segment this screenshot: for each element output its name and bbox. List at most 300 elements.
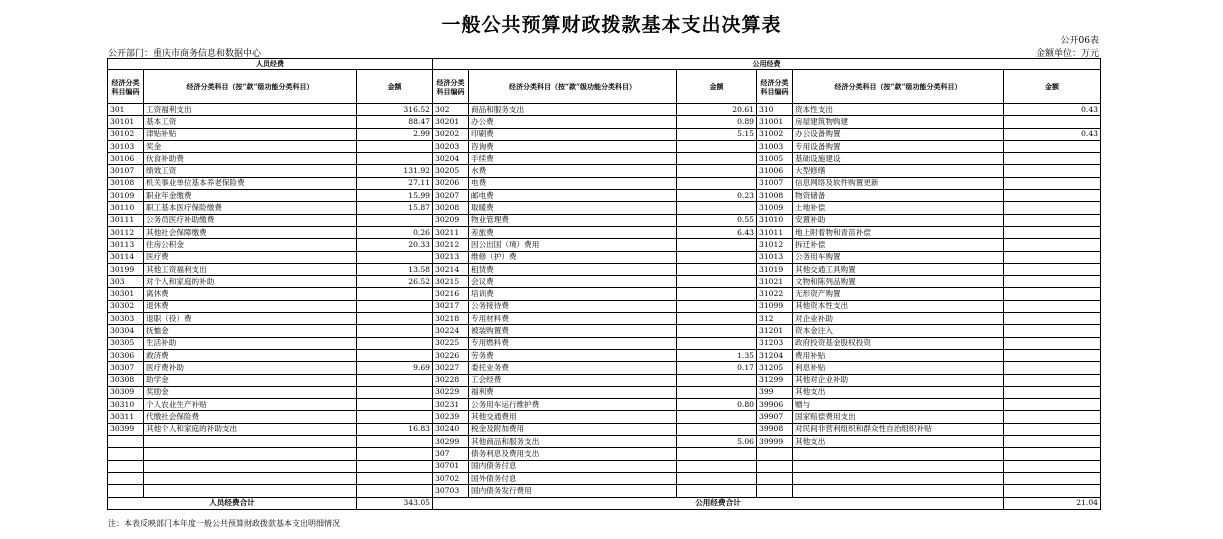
public-mid-code-cell: 30206 bbox=[433, 177, 469, 189]
public-right-name-cell: 文物和陈列品购置 bbox=[793, 276, 1004, 288]
public-mid-code-cell: 30202 bbox=[433, 128, 469, 140]
public-mid-code-cell: 30211 bbox=[433, 226, 469, 238]
column-header-code: 经济分类科目编码 bbox=[433, 70, 469, 104]
table-row bbox=[108, 399, 1101, 411]
public-mid-code-cell: 302 bbox=[433, 104, 469, 116]
public-mid-code-cell: 30201 bbox=[433, 116, 469, 128]
public-right-name-cell: 其他交通工具购置 bbox=[793, 263, 1004, 275]
public-right-name-cell bbox=[793, 485, 1004, 497]
personnel-code-cell: 30114 bbox=[108, 251, 144, 263]
column-header-amount: 金额 bbox=[357, 70, 433, 104]
personnel-amount-cell: 15.87 bbox=[357, 202, 433, 214]
public-mid-code-cell: 30217 bbox=[433, 300, 469, 312]
personnel-amount-cell bbox=[357, 472, 433, 484]
public-mid-code-cell: 30204 bbox=[433, 153, 469, 165]
table-row bbox=[108, 288, 1101, 300]
public-right-code-cell: 39906 bbox=[757, 399, 793, 411]
public-right-name-cell: 对企业补助 bbox=[793, 313, 1004, 325]
table-row bbox=[108, 325, 1101, 337]
personnel-amount-cell: 15.99 bbox=[357, 190, 433, 202]
public-total-label: 公用经费合计 bbox=[433, 497, 1004, 509]
table-row bbox=[108, 300, 1101, 312]
public-mid-name-cell: 其他交通费用 bbox=[469, 411, 677, 423]
public-right-amount-cell bbox=[1004, 226, 1101, 238]
public-right-amount-cell bbox=[1004, 386, 1101, 398]
personnel-amount-cell: 13.58 bbox=[357, 263, 433, 275]
public-right-amount-cell bbox=[1004, 436, 1101, 448]
public-mid-code-cell: 30225 bbox=[433, 337, 469, 349]
public-mid-name-cell: 国内债务付息 bbox=[469, 460, 677, 472]
personnel-amount-cell: 27.11 bbox=[357, 177, 433, 189]
table-row bbox=[108, 239, 1101, 251]
public-right-amount-cell bbox=[1004, 313, 1101, 325]
public-right-amount-cell bbox=[1004, 288, 1101, 300]
table-row bbox=[108, 128, 1101, 140]
table-row bbox=[108, 423, 1101, 435]
public-mid-code-cell: 30227 bbox=[433, 362, 469, 374]
table-row bbox=[108, 349, 1101, 361]
personnel-amount-cell: 131.92 bbox=[357, 165, 433, 177]
public-mid-name-cell: 培训费 bbox=[469, 288, 677, 300]
personnel-name-cell: 其他工资福利支出 bbox=[144, 263, 357, 275]
totals-row bbox=[108, 497, 1101, 509]
table-row bbox=[108, 485, 1101, 497]
expenditure-table bbox=[107, 58, 1101, 510]
public-right-code-cell: 39908 bbox=[757, 423, 793, 435]
public-mid-code-cell: 30212 bbox=[433, 239, 469, 251]
public-mid-name-cell: 劳务费 bbox=[469, 349, 677, 361]
public-right-code-cell: 31205 bbox=[757, 362, 793, 374]
public-mid-amount-cell bbox=[677, 325, 757, 337]
public-right-code-cell: 31013 bbox=[757, 251, 793, 263]
table-row bbox=[108, 104, 1101, 116]
public-right-amount-cell bbox=[1004, 276, 1101, 288]
personnel-amount-cell: 9.69 bbox=[357, 362, 433, 374]
personnel-amount-cell: 2.99 bbox=[357, 128, 433, 140]
personnel-amount-cell bbox=[357, 153, 433, 165]
table-row bbox=[108, 411, 1101, 423]
personnel-name-cell bbox=[144, 472, 357, 484]
table-row bbox=[108, 374, 1101, 386]
public-right-code-cell: 31299 bbox=[757, 374, 793, 386]
public-mid-code-cell: 30213 bbox=[433, 251, 469, 263]
public-mid-name-cell: 电费 bbox=[469, 177, 677, 189]
personnel-amount-cell bbox=[357, 460, 433, 472]
public-mid-amount-cell bbox=[677, 202, 757, 214]
table-row bbox=[108, 202, 1101, 214]
public-right-name-cell: 基础设施建设 bbox=[793, 153, 1004, 165]
personnel-code-cell: 301 bbox=[108, 104, 144, 116]
personnel-name-cell: 退休费 bbox=[144, 300, 357, 312]
public-mid-code-cell: 30207 bbox=[433, 190, 469, 202]
public-right-amount-cell bbox=[1004, 202, 1101, 214]
table-row bbox=[108, 190, 1101, 202]
public-mid-name-cell: 债务利息及费用支出 bbox=[469, 448, 677, 460]
personnel-name-cell: 奖励金 bbox=[144, 386, 357, 398]
public-mid-amount-cell: 0.80 bbox=[677, 399, 757, 411]
public-right-amount-cell bbox=[1004, 460, 1101, 472]
personnel-name-cell: 助学金 bbox=[144, 374, 357, 386]
table-row bbox=[108, 337, 1101, 349]
public-mid-name-cell: 工会经费 bbox=[469, 374, 677, 386]
public-mid-name-cell: 印刷费 bbox=[469, 128, 677, 140]
public-right-name-cell: 土地补偿 bbox=[793, 202, 1004, 214]
personnel-name-cell: 其他个人和家庭的补助支出 bbox=[144, 423, 357, 435]
public-right-name-cell bbox=[793, 460, 1004, 472]
personnel-amount-cell bbox=[357, 399, 433, 411]
personnel-amount-cell bbox=[357, 485, 433, 497]
table-row bbox=[108, 276, 1101, 288]
public-mid-name-cell: 其他商品和服务支出 bbox=[469, 436, 677, 448]
table-row bbox=[108, 116, 1101, 128]
table-row bbox=[108, 263, 1101, 275]
public-right-amount-cell bbox=[1004, 374, 1101, 386]
public-mid-amount-cell: 20.61 bbox=[677, 104, 757, 116]
table-row bbox=[108, 153, 1101, 165]
public-right-code-cell: 31022 bbox=[757, 288, 793, 300]
personnel-name-cell: 退职（役）费 bbox=[144, 313, 357, 325]
table-row bbox=[108, 214, 1101, 226]
form-number: 公开06表 bbox=[1060, 36, 1099, 46]
personnel-name-cell: 救济费 bbox=[144, 349, 357, 361]
personnel-name-cell: 代缴社会保险费 bbox=[144, 411, 357, 423]
public-mid-code-cell: 30215 bbox=[433, 276, 469, 288]
public-mid-code-cell: 30299 bbox=[433, 436, 469, 448]
personnel-name-cell: 基本工资 bbox=[144, 116, 357, 128]
personnel-amount-cell: 88.47 bbox=[357, 116, 433, 128]
public-mid-name-cell: 咨询费 bbox=[469, 140, 677, 152]
public-right-code-cell: 310 bbox=[757, 104, 793, 116]
public-mid-code-cell: 30228 bbox=[433, 374, 469, 386]
personnel-name-cell: 工资福利支出 bbox=[144, 104, 357, 116]
personnel-amount-cell bbox=[357, 386, 433, 398]
personnel-name-cell: 绩效工资 bbox=[144, 165, 357, 177]
public-right-amount-cell bbox=[1004, 448, 1101, 460]
personnel-amount-cell: 20.33 bbox=[357, 239, 433, 251]
personnel-code-cell: 30310 bbox=[108, 399, 144, 411]
public-total-value: 21.04 bbox=[1004, 497, 1101, 509]
personnel-name-cell: 个人农业生产补贴 bbox=[144, 399, 357, 411]
public-mid-name-cell: 商品和服务支出 bbox=[469, 104, 677, 116]
public-right-code-cell: 31007 bbox=[757, 177, 793, 189]
public-right-code-cell: 31005 bbox=[757, 153, 793, 165]
public-mid-name-cell: 公务用车运行维护费 bbox=[469, 399, 677, 411]
public-right-amount-cell bbox=[1004, 325, 1101, 337]
table-row bbox=[108, 226, 1101, 238]
personnel-code-cell: 30106 bbox=[108, 153, 144, 165]
public-right-amount-cell bbox=[1004, 399, 1101, 411]
public-right-amount-cell: 0.43 bbox=[1004, 104, 1101, 116]
public-mid-code-cell: 30703 bbox=[433, 485, 469, 497]
public-right-name-cell: 房屋建筑物购建 bbox=[793, 116, 1004, 128]
public-right-name-cell: 信息网络及软件购置更新 bbox=[793, 177, 1004, 189]
public-mid-amount-cell: 5.15 bbox=[677, 128, 757, 140]
personnel-amount-cell bbox=[357, 325, 433, 337]
public-mid-name-cell: 国内债务发行费用 bbox=[469, 485, 677, 497]
personnel-name-cell bbox=[144, 485, 357, 497]
public-mid-amount-cell: 6.43 bbox=[677, 226, 757, 238]
table-row bbox=[108, 140, 1101, 152]
column-header-amount: 金额 bbox=[1004, 70, 1101, 104]
public-right-code-cell: 31003 bbox=[757, 140, 793, 152]
public-mid-amount-cell: 1.35 bbox=[677, 349, 757, 361]
public-right-code-cell: 31008 bbox=[757, 190, 793, 202]
personnel-code-cell: 30112 bbox=[108, 226, 144, 238]
personnel-code-cell: 30303 bbox=[108, 313, 144, 325]
personnel-code-cell: 30304 bbox=[108, 325, 144, 337]
public-mid-code-cell: 30240 bbox=[433, 423, 469, 435]
public-right-code-cell: 31010 bbox=[757, 214, 793, 226]
personnel-code-cell: 30399 bbox=[108, 423, 144, 435]
public-right-code-cell: 31011 bbox=[757, 226, 793, 238]
personnel-code-cell: 30302 bbox=[108, 300, 144, 312]
personnel-code-cell: 30301 bbox=[108, 288, 144, 300]
public-right-name-cell: 物资储备 bbox=[793, 190, 1004, 202]
personnel-name-cell: 其他社会保障缴费 bbox=[144, 226, 357, 238]
public-right-name-cell: 无形资产购置 bbox=[793, 288, 1004, 300]
column-header-code: 经济分类科目编码 bbox=[757, 70, 793, 104]
personnel-name-cell: 津贴补贴 bbox=[144, 128, 357, 140]
table-row bbox=[108, 436, 1101, 448]
public-right-amount-cell bbox=[1004, 349, 1101, 361]
public-mid-code-cell: 30701 bbox=[433, 460, 469, 472]
public-mid-amount-cell bbox=[677, 423, 757, 435]
public-mid-code-cell: 30231 bbox=[433, 399, 469, 411]
personnel-code-cell: 303 bbox=[108, 276, 144, 288]
table-row bbox=[108, 386, 1101, 398]
public-mid-code-cell: 30216 bbox=[433, 288, 469, 300]
public-mid-name-cell: 水费 bbox=[469, 165, 677, 177]
public-right-code-cell: 31002 bbox=[757, 128, 793, 140]
personnel-amount-cell bbox=[357, 140, 433, 152]
personnel-name-cell: 职工基本医疗保险缴费 bbox=[144, 202, 357, 214]
column-header-name: 经济分类科目（按“款”级功能分类科目） bbox=[793, 70, 1004, 104]
personnel-amount-cell bbox=[357, 374, 433, 386]
personnel-amount-cell: 16.83 bbox=[357, 423, 433, 435]
public-mid-amount-cell: 0.89 bbox=[677, 116, 757, 128]
public-right-name-cell: 对民间非营利组织和群众性自治组织补贴 bbox=[793, 423, 1004, 435]
public-right-amount-cell bbox=[1004, 423, 1101, 435]
public-mid-amount-cell bbox=[677, 177, 757, 189]
column-header-code: 经济分类科目编码 bbox=[108, 70, 144, 104]
column-header-amount: 金额 bbox=[677, 70, 757, 104]
public-right-code-cell bbox=[757, 472, 793, 484]
public-right-name-cell: 其他对企业补助 bbox=[793, 374, 1004, 386]
public-mid-name-cell: 专用燃料费 bbox=[469, 337, 677, 349]
public-right-amount-cell bbox=[1004, 251, 1101, 263]
public-right-code-cell: 31203 bbox=[757, 337, 793, 349]
public-right-name-cell: 拆迁补偿 bbox=[793, 239, 1004, 251]
public-mid-name-cell: 会议费 bbox=[469, 276, 677, 288]
personnel-name-cell: 住房公积金 bbox=[144, 239, 357, 251]
public-mid-code-cell: 30209 bbox=[433, 214, 469, 226]
public-mid-code-cell: 30208 bbox=[433, 202, 469, 214]
personnel-code-cell: 30101 bbox=[108, 116, 144, 128]
personnel-amount-cell bbox=[357, 337, 433, 349]
personnel-code-cell: 30109 bbox=[108, 190, 144, 202]
public-mid-amount-cell bbox=[677, 411, 757, 423]
personnel-amount-cell bbox=[357, 448, 433, 460]
public-right-amount-cell bbox=[1004, 190, 1101, 202]
public-mid-amount-cell bbox=[677, 276, 757, 288]
personnel-total-label: 人员经费合计 bbox=[108, 497, 357, 509]
personnel-code-cell: 30110 bbox=[108, 202, 144, 214]
public-section-header: 公用经费 bbox=[433, 59, 1101, 70]
public-right-code-cell: 31001 bbox=[757, 116, 793, 128]
personnel-name-cell bbox=[144, 436, 357, 448]
public-right-amount-cell bbox=[1004, 153, 1101, 165]
personnel-name-cell: 医疗费补助 bbox=[144, 362, 357, 374]
personnel-code-cell bbox=[108, 460, 144, 472]
public-mid-code-cell: 30229 bbox=[433, 386, 469, 398]
personnel-code-cell bbox=[108, 485, 144, 497]
public-right-name-cell: 利息补贴 bbox=[793, 362, 1004, 374]
public-mid-amount-cell bbox=[677, 153, 757, 165]
public-mid-name-cell: 公务接待费 bbox=[469, 300, 677, 312]
table-row bbox=[108, 460, 1101, 472]
public-mid-amount-cell bbox=[677, 251, 757, 263]
public-right-code-cell: 31099 bbox=[757, 300, 793, 312]
public-mid-amount-cell bbox=[677, 239, 757, 251]
personnel-total-value: 343.05 bbox=[357, 497, 433, 509]
personnel-name-cell: 公务员医疗补助缴费 bbox=[144, 214, 357, 226]
column-header-name: 经济分类科目（按“款”级功能分类科目） bbox=[469, 70, 677, 104]
personnel-code-cell: 30311 bbox=[108, 411, 144, 423]
personnel-amount-cell bbox=[357, 300, 433, 312]
public-right-amount-cell bbox=[1004, 362, 1101, 374]
public-mid-name-cell: 差旅费 bbox=[469, 226, 677, 238]
public-mid-name-cell: 委托业务费 bbox=[469, 362, 677, 374]
public-right-code-cell: 312 bbox=[757, 313, 793, 325]
public-right-amount-cell bbox=[1004, 214, 1101, 226]
public-mid-amount-cell bbox=[677, 288, 757, 300]
personnel-name-cell: 离休费 bbox=[144, 288, 357, 300]
personnel-code-cell: 30308 bbox=[108, 374, 144, 386]
table-row bbox=[108, 177, 1101, 189]
public-mid-amount-cell: 0.55 bbox=[677, 214, 757, 226]
public-right-amount-cell bbox=[1004, 177, 1101, 189]
public-mid-code-cell: 30218 bbox=[433, 313, 469, 325]
personnel-code-cell: 30102 bbox=[108, 128, 144, 140]
personnel-amount-cell: 316.52 bbox=[357, 104, 433, 116]
public-right-code-cell: 31012 bbox=[757, 239, 793, 251]
public-right-code-cell: 31006 bbox=[757, 165, 793, 177]
public-mid-name-cell: 办公费 bbox=[469, 116, 677, 128]
personnel-amount-cell bbox=[357, 411, 433, 423]
public-right-name-cell: 办公设备购置 bbox=[793, 128, 1004, 140]
public-right-code-cell: 31021 bbox=[757, 276, 793, 288]
public-mid-amount-cell bbox=[677, 386, 757, 398]
public-right-name-cell: 其他支出 bbox=[793, 386, 1004, 398]
public-mid-code-cell: 30214 bbox=[433, 263, 469, 275]
public-mid-amount-cell: 5.06 bbox=[677, 436, 757, 448]
page-title: 一般公共预算财政拨款基本支出决算表 bbox=[441, 14, 782, 36]
public-mid-amount-cell bbox=[677, 313, 757, 325]
public-mid-code-cell: 30239 bbox=[433, 411, 469, 423]
public-mid-name-cell: 物业管理费 bbox=[469, 214, 677, 226]
personnel-amount-cell bbox=[357, 251, 433, 263]
public-right-amount-cell bbox=[1004, 337, 1101, 349]
public-mid-code-cell: 30226 bbox=[433, 349, 469, 361]
personnel-name-cell bbox=[144, 460, 357, 472]
public-right-name-cell: 地上附着物和青苗补偿 bbox=[793, 226, 1004, 238]
public-mid-amount-cell bbox=[677, 485, 757, 497]
public-right-code-cell bbox=[757, 460, 793, 472]
public-mid-amount-cell: 0.23 bbox=[677, 190, 757, 202]
public-mid-name-cell: 被装购置费 bbox=[469, 325, 677, 337]
public-right-name-cell: 其他资本性支出 bbox=[793, 300, 1004, 312]
personnel-code-cell: 30309 bbox=[108, 386, 144, 398]
personnel-name-cell: 职业年金缴费 bbox=[144, 190, 357, 202]
public-mid-name-cell: 维修（护）费 bbox=[469, 251, 677, 263]
public-right-name-cell: 其他支出 bbox=[793, 436, 1004, 448]
public-right-name-cell: 资本性支出 bbox=[793, 104, 1004, 116]
public-right-amount-cell bbox=[1004, 411, 1101, 423]
table-row bbox=[108, 251, 1101, 263]
personnel-amount-cell bbox=[357, 313, 433, 325]
footnote: 注：本表反映部门本年度一般公共预算财政拨款基本支出明细情况 bbox=[108, 519, 340, 528]
personnel-name-cell: 抚恤金 bbox=[144, 325, 357, 337]
personnel-code-cell bbox=[108, 448, 144, 460]
personnel-amount-cell: 26.52 bbox=[357, 276, 433, 288]
table-body bbox=[108, 104, 1101, 498]
personnel-name-cell bbox=[144, 448, 357, 460]
personnel-code-cell: 30199 bbox=[108, 263, 144, 275]
public-right-code-cell: 39999 bbox=[757, 436, 793, 448]
personnel-name-cell: 奖金 bbox=[144, 140, 357, 152]
public-mid-amount-cell bbox=[677, 263, 757, 275]
public-mid-amount-cell bbox=[677, 165, 757, 177]
public-mid-amount-cell bbox=[677, 374, 757, 386]
personnel-amount-cell bbox=[357, 436, 433, 448]
public-right-amount-cell: 0.43 bbox=[1004, 128, 1101, 140]
public-right-code-cell: 39907 bbox=[757, 411, 793, 423]
personnel-name-cell: 伙食补助费 bbox=[144, 153, 357, 165]
personnel-amount-cell bbox=[357, 214, 433, 226]
public-right-name-cell: 资本金注入 bbox=[793, 325, 1004, 337]
public-right-name-cell: 费用补贴 bbox=[793, 349, 1004, 361]
personnel-section-header: 人员经费 bbox=[108, 59, 433, 70]
table-row bbox=[108, 313, 1101, 325]
public-right-code-cell: 31009 bbox=[757, 202, 793, 214]
public-right-amount-cell bbox=[1004, 263, 1101, 275]
personnel-code-cell: 30107 bbox=[108, 165, 144, 177]
public-right-name-cell bbox=[793, 448, 1004, 460]
public-mid-code-cell: 30224 bbox=[433, 325, 469, 337]
table-row bbox=[108, 448, 1101, 460]
public-right-name-cell: 大型修缮 bbox=[793, 165, 1004, 177]
public-mid-amount-cell bbox=[677, 460, 757, 472]
public-right-name-cell bbox=[793, 472, 1004, 484]
public-right-code-cell: 399 bbox=[757, 386, 793, 398]
personnel-code-cell: 30305 bbox=[108, 337, 144, 349]
public-right-name-cell: 公务用车购置 bbox=[793, 251, 1004, 263]
department-label: 公开部门：重庆市商务信息和数据中心 bbox=[108, 49, 262, 59]
personnel-name-cell: 对个人和家庭的补助 bbox=[144, 276, 357, 288]
public-right-amount-cell bbox=[1004, 116, 1101, 128]
public-right-code-cell: 31204 bbox=[757, 349, 793, 361]
public-mid-name-cell: 邮电费 bbox=[469, 190, 677, 202]
public-right-amount-cell bbox=[1004, 300, 1101, 312]
unit-label: 金额单位：万元 bbox=[1035, 49, 1099, 59]
personnel-amount-cell bbox=[357, 288, 433, 300]
public-mid-code-cell: 307 bbox=[433, 448, 469, 460]
public-right-code-cell bbox=[757, 485, 793, 497]
public-mid-name-cell: 取暖费 bbox=[469, 202, 677, 214]
public-mid-name-cell: 因公出国（境）费用 bbox=[469, 239, 677, 251]
table-row bbox=[108, 362, 1101, 374]
personnel-code-cell: 30103 bbox=[108, 140, 144, 152]
